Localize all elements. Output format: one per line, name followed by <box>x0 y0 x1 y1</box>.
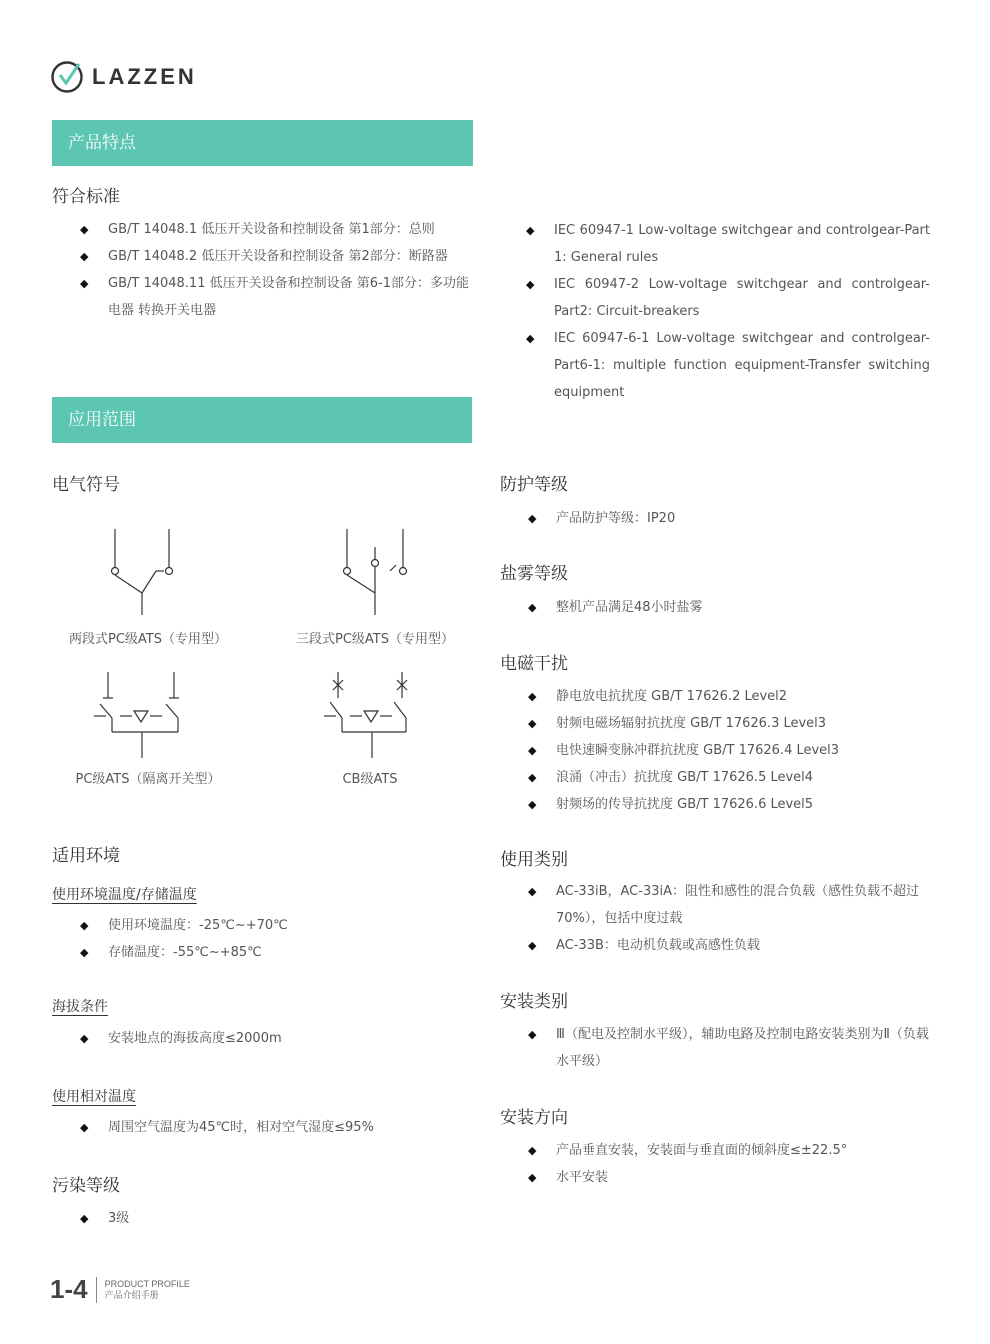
install-direction-list <box>500 1137 930 1191</box>
altitude-subtitle: 海拔条件 <box>52 999 108 1015</box>
install-direction-title: 安装方向 <box>500 1108 568 1128</box>
list-item: ◆ IEC 60947-1 Low-voltage switchgear and controlgear-Part 1: General rules <box>498 217 930 271</box>
features-banner: 产品特点 <box>52 120 473 166</box>
list-item: ◆ 安装地点的海拔高度≤2000m <box>52 1025 472 1052</box>
temperature-list <box>52 912 472 966</box>
page-footer <box>50 1274 190 1305</box>
list-item: ◆ 射频场的传导抗扰度 GB/T 17626.6 Level5 <box>500 791 930 818</box>
list-item: ◆ 周围空气温度为45℃时，相对空气湿度≤95% <box>52 1114 472 1141</box>
list-item: ◆ Ⅲ（配电及控制水平级），辅助电路及控制电路安装类别为Ⅱ（负载水平级） <box>500 1021 930 1075</box>
list-item: ◆ 浪涌（冲击）抗扰度 GB/T 17626.5 Level4 <box>500 764 930 791</box>
list-item: ◆ 产品防护等级：IP20 <box>500 505 930 532</box>
environment-title: 适用环境 <box>52 846 120 866</box>
install-category-list <box>500 1021 930 1075</box>
salt-spray-title: 盐雾等级 <box>500 564 568 584</box>
symbol-label: CB级ATS <box>342 772 398 787</box>
list-item: ◆ AC-33B：电动机负载或高感性负载 <box>500 932 930 959</box>
list-item: ◆ 存储温度：-55℃~+85℃ <box>52 939 472 966</box>
usage-category-list <box>500 878 930 959</box>
symbol-label: 三段式PC级ATS（专用型） <box>296 632 454 647</box>
list-item: ◆ 产品垂直安装，安装面与垂直面的倾斜度≤±22.5° <box>500 1137 930 1164</box>
list-item: ◆ GB/T 14048.2 低压开关设备和控制设备 第2部分：断路器 <box>52 243 474 270</box>
emc-list <box>500 683 930 818</box>
emc-title: 电磁干扰 <box>500 654 568 674</box>
footer-title-cn: 产品介绍手册 <box>104 1290 159 1301</box>
list-item: ◆ 射频电磁场辐射抗扰度 GB/T 17626.3 Level3 <box>500 710 930 737</box>
page-number: 1-4 <box>50 1274 88 1304</box>
list-item: ◆ 3级 <box>52 1205 472 1232</box>
standards-title: 符合标准 <box>52 187 120 207</box>
footer-divider <box>96 1277 97 1303</box>
standards-en-list <box>498 217 930 406</box>
footer-title-en: PRODUCT PROFILE <box>104 1278 190 1289</box>
symbol-label: 两段式PC级ATS（专用型） <box>69 632 227 647</box>
logo-text: LAZZEN <box>92 64 197 89</box>
symbol-label: PC级ATS（隔离开关型） <box>75 772 221 787</box>
humidity-list <box>52 1114 472 1141</box>
list-item: ◆ GB/T 14048.11 低压开关设备和控制设备 第6-1部分：多功能电器 转换开关电器 <box>52 270 474 324</box>
isolating-switch-ats-symbol <box>92 668 192 760</box>
cb-ats-symbol <box>322 668 422 760</box>
altitude-list <box>52 1025 472 1052</box>
protection-title: 防护等级 <box>500 475 568 495</box>
symbols-title: 电气符号 <box>52 475 120 495</box>
list-item: ◆ AC-33iB，AC-33iA：阻性和感性的混合负载（感性负载不超过70%），包括中度过载 <box>500 878 930 932</box>
humidity-subtitle: 使用相对温度 <box>52 1089 136 1105</box>
usage-category-title: 使用类别 <box>500 850 568 870</box>
salt-spray-list <box>500 594 930 621</box>
pollution-list <box>52 1205 472 1232</box>
list-item: ◆ 静电放电抗扰度 GB/T 17626.2 Level2 <box>500 683 930 710</box>
pollution-title: 污染等级 <box>52 1176 120 1196</box>
brand-logo <box>50 60 197 94</box>
three-position-ats-symbol <box>330 525 420 617</box>
list-item: ◆ 电快速瞬变脉冲群抗扰度 GB/T 17626.4 Level3 <box>500 737 930 764</box>
list-item: ◆ GB/T 14048.1 低压开关设备和控制设备 第1部分：总则 <box>52 216 474 243</box>
list-item: ◆ IEC 60947-6-1 Low-voltage switchgear and controlgear-Part6-1: multiple function equipment-Transfer switching equipment <box>498 325 930 406</box>
lazzen-logo-icon <box>50 60 84 94</box>
application-banner: 应用范围 <box>52 397 472 443</box>
list-item: ◆ 整机产品满足48小时盐雾 <box>500 594 930 621</box>
list-item: ◆ 水平安装 <box>500 1164 930 1191</box>
protection-list <box>500 505 930 532</box>
two-position-ats-symbol <box>100 525 190 617</box>
install-category-title: 安装类别 <box>500 992 568 1012</box>
list-item: ◆ 使用环境温度：-25℃~+70℃ <box>52 912 472 939</box>
temperature-subtitle: 使用环境温度/存储温度 <box>52 887 197 903</box>
standards-cn-list <box>52 216 474 324</box>
list-item: ◆ IEC 60947-2 Low-voltage switchgear and controlgear-Part2: Circuit-breakers <box>498 271 930 325</box>
